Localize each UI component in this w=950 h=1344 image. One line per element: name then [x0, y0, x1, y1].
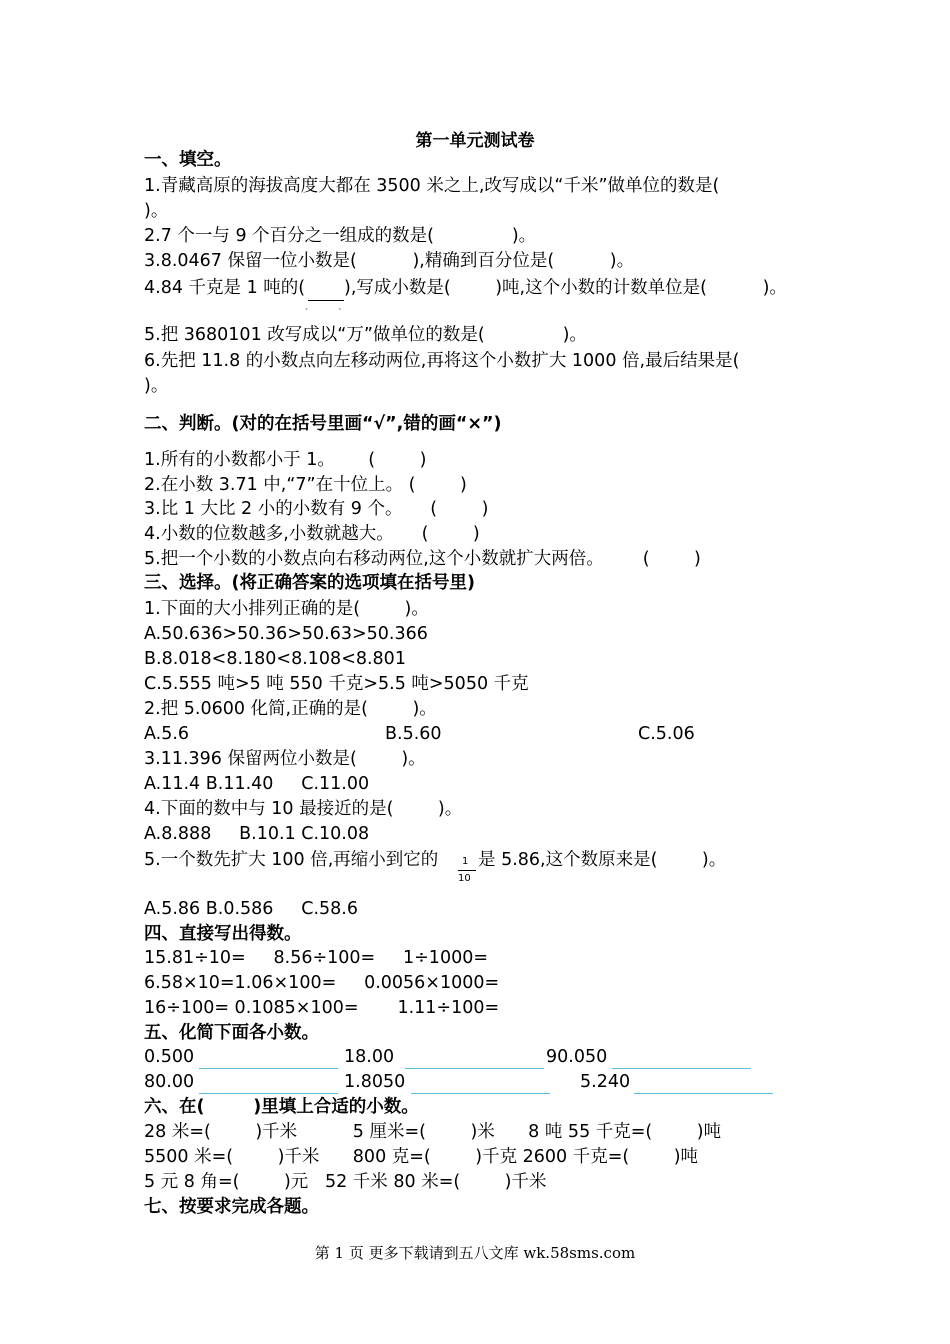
s3-q1-option-c: C.5.555 吨>5 吨 550 千克>5.5 吨>5050 千克 [144, 674, 529, 694]
section-7-heading: 七、按要求完成各题。 [144, 1197, 319, 1217]
s1-question-1-end: )。 [144, 201, 169, 221]
s5-item-b: 18.00 [344, 1047, 395, 1067]
s5-answer-line-c[interactable] [612, 1068, 751, 1069]
s3-q1-option-a: A.50.636>50.36>50.63>50.366 [144, 624, 428, 644]
s2-question-4: 4.小数的位数越多,小数就越大。 ( ) [144, 524, 480, 544]
s6-row-2: 5500 米=( )千米 800 克=( )千克 2600 千克=( )吨 [144, 1147, 699, 1167]
s5-item-d: 80.00 [144, 1072, 195, 1092]
section-2-heading: 二、判断。(对的在括号里画“√”,错的画“×”) [144, 414, 502, 434]
s2-question-5: 5.把一个小数的小数点向右移动两位,这个小数就扩大两倍。 ( ) [144, 549, 701, 569]
section-3-heading: 三、选择。(将正确答案的选项填在括号里) [144, 573, 475, 593]
s3-q2-option-c: C.5.06 [638, 724, 695, 744]
s6-row-3: 5 元 8 角=( )元 52 千米 80 米=( )千米 [144, 1172, 547, 1192]
fraction-blank-mark-left: ˏ [304, 301, 309, 311]
s3-question-3: 3.11.396 保留两位小数是( )。 [144, 749, 426, 769]
fraction-blank-mark-right: ˎ [338, 301, 343, 311]
s1-question-1: 1.青藏高原的海拔高度大都在 3500 米之上,改写成以“千米”做单位的数是( [144, 176, 720, 196]
s2-question-1: 1.所有的小数都小于 1。 ( ) [144, 450, 427, 470]
s6-row-1: 28 米=( )千米 5 厘米=( )米 8 吨 55 千克=( )吨 [144, 1122, 722, 1142]
fraction-bar [458, 870, 476, 871]
s5-item-c: 90.050 [546, 1047, 608, 1067]
s1-question-6-end: )。 [144, 376, 169, 396]
s3-q4-options: A.8.888 B.10.1 C.10.08 [144, 824, 370, 844]
s5-answer-line-e[interactable] [411, 1093, 550, 1094]
page-footer: 第 1 页 更多下载请到五八文库 wk.58sms.com [314, 1244, 636, 1262]
s3-q5-options: A.5.86 B.0.586 C.58.6 [144, 899, 358, 919]
s4-row-1: 15.81÷10= 8.56÷100= 1÷1000= [144, 948, 489, 968]
s3-question-5-end: 是 5.86,这个数原来是( )。 [478, 850, 727, 870]
s5-answer-line-a[interactable] [199, 1068, 338, 1069]
section-6-heading: 六、在( )里填上合适的小数。 [144, 1097, 419, 1117]
s4-row-3: 16÷100= 0.1085×100= 1.11÷100= [144, 998, 500, 1018]
s5-item-f: 5.240 [580, 1072, 631, 1092]
s3-q1-option-b: B.8.018<8.180<8.108<8.801 [144, 649, 406, 669]
s1-question-3: 3.8.0467 保留一位小数是( ),精确到百分位是( )。 [144, 251, 635, 271]
fraction-denominator: 10 [458, 874, 471, 881]
s3-q2-option-b: B.5.60 [385, 724, 442, 744]
s5-item-a: 0.500 [144, 1047, 195, 1067]
fraction-numerator: 1 [462, 856, 469, 867]
s2-question-3: 3.比 1 大比 2 小的小数有 9 个。 ( ) [144, 499, 489, 519]
section-5-heading: 五、化简下面各小数。 [144, 1023, 319, 1043]
s1-question-2: 2.7 个一与 9 个百分之一组成的数是( )。 [144, 226, 537, 246]
section-4-heading: 四、直接写出得数。 [144, 924, 302, 944]
page-title: 第一单元测试卷 [415, 131, 535, 151]
s5-item-e: 1.8050 [344, 1072, 406, 1092]
s3-question-2: 2.把 5.0600 化简,正确的是( )。 [144, 699, 437, 719]
s1-question-4-start: 4.84 千克是 1 吨的( [144, 278, 306, 298]
s5-answer-line-f[interactable] [634, 1093, 773, 1094]
s3-q2-option-a: A.5.6 [144, 724, 190, 744]
s3-question-1: 1.下面的大小排列正确的是( )。 [144, 599, 429, 619]
s1-question-4-end: ),写成小数是( )吨,这个小数的计数单位是( )。 [344, 278, 787, 298]
s2-question-2: 2.在小数 3.71 中,“7”在十位上。 ( ) [144, 475, 467, 495]
s4-row-2: 6.58×10=1.06×100= 0.0056×1000= [144, 973, 500, 993]
s3-q3-options: A.11.4 B.11.40 C.11.00 [144, 774, 370, 794]
section-1-heading: 一、填空。 [144, 150, 232, 170]
s3-question-4: 4.下面的数中与 10 最接近的是( )。 [144, 799, 463, 819]
s3-question-5-start: 5.一个数先扩大 100 倍,再缩小到它的 [144, 850, 439, 870]
s5-answer-line-b[interactable] [405, 1068, 544, 1069]
s1-question-6: 6.先把 11.8 的小数点向左移动两位,再将这个小数扩大 1000 倍,最后结果是( [144, 351, 740, 371]
s1-question-5: 5.把 3680101 改写成以“万”做单位的数是( )。 [144, 325, 587, 345]
s5-answer-line-d[interactable] [199, 1093, 338, 1094]
